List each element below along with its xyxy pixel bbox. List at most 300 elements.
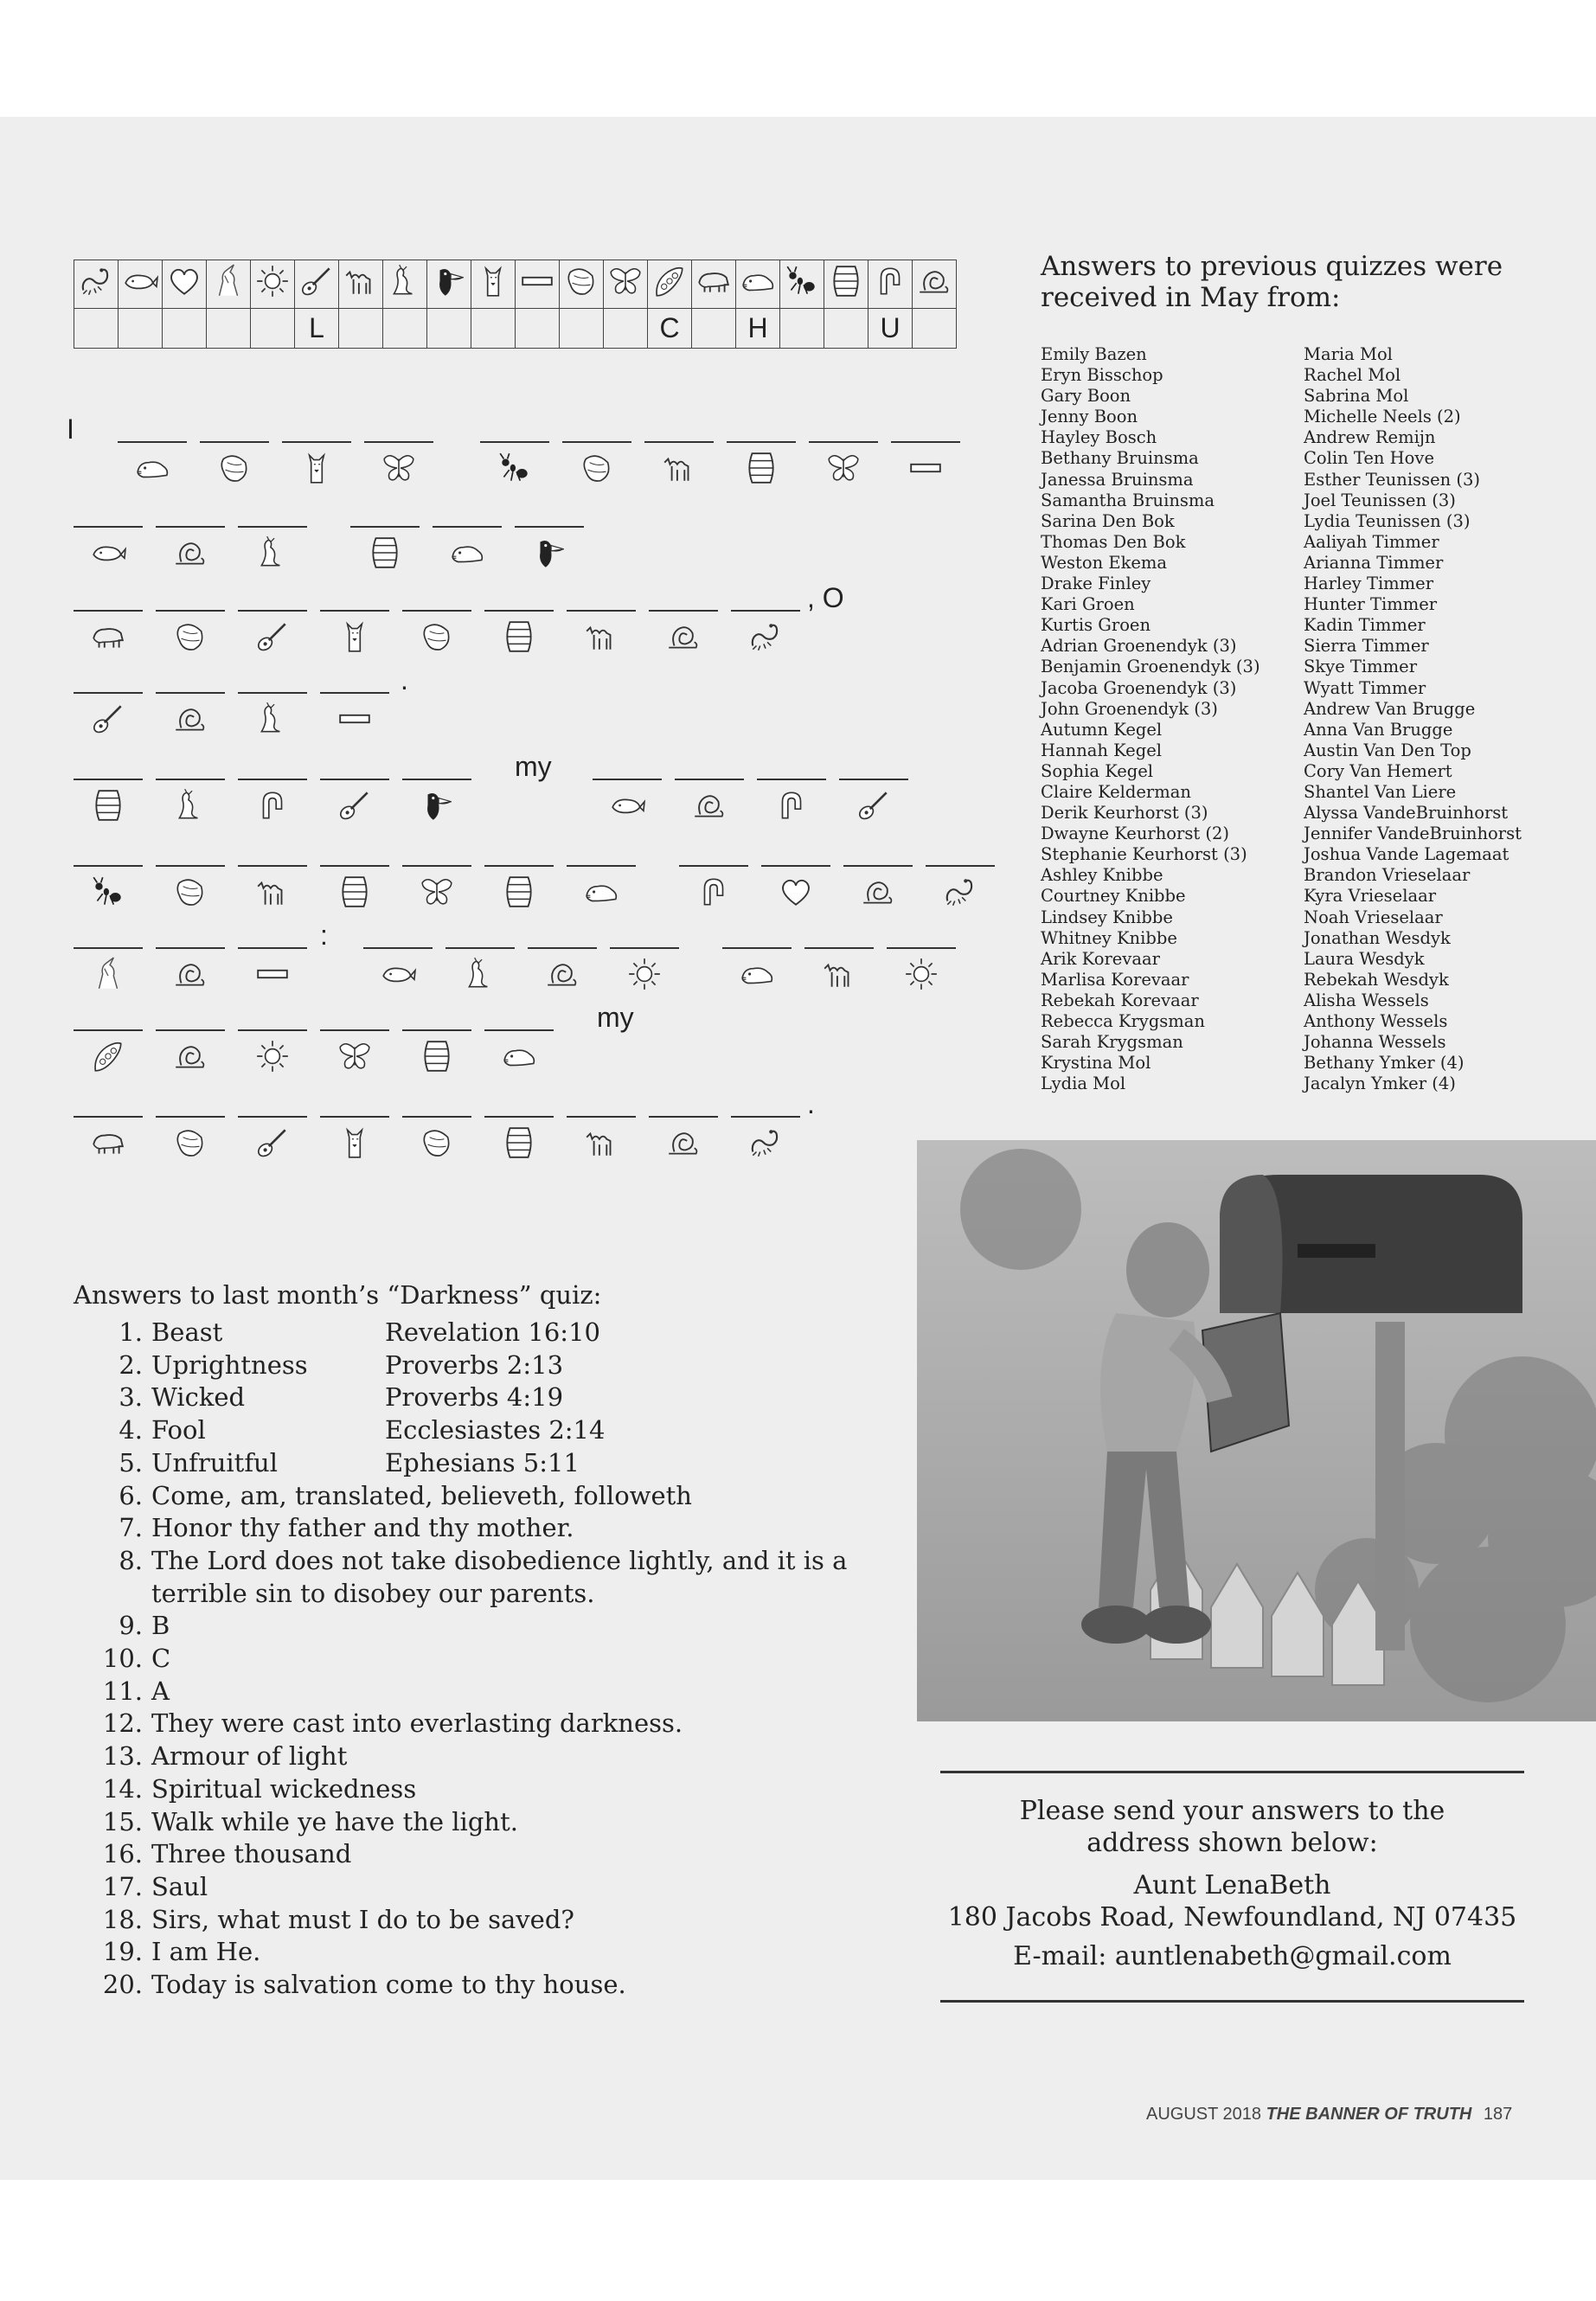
snail-icon [691,787,727,824]
answer-text: Come, am, translated, believeth, followeth [151,1480,692,1510]
key-letter-cell [163,309,207,349]
answer-item [74,1969,904,2002]
puzzle-line [67,413,999,502]
blank-line [839,779,908,780]
key-letter-cell [516,309,560,349]
guitar-icon [298,263,335,299]
blank-line [926,865,995,867]
answer-item [74,1676,904,1708]
answer-text: Spiritual wickedness [151,1773,417,1804]
barrel-icon [501,1125,537,1161]
puzzle-word: . [807,1088,815,1119]
blank-line [722,947,792,949]
letter-blank[interactable] [809,424,878,502]
blank-line [238,1029,307,1031]
letter-blank[interactable] [74,761,143,839]
blank-line [567,865,636,867]
letter-blank[interactable] [238,1012,307,1090]
letter-blank[interactable] [320,675,389,753]
key-cell [207,260,251,309]
respondent-name: Stephanie Keurhorst (3) [1041,844,1247,865]
last-month-answers-heading: Answers to last month’s “Darkness” quiz: [74,1280,602,1310]
blank-line [887,947,956,949]
cone-shell-icon [216,450,253,486]
blank-line [484,1116,554,1118]
respondent-name: Aaliyah Timmer [1304,531,1439,552]
dragon-icon [172,787,208,824]
answer-text: Unfruitful [151,1447,279,1477]
letter-blank[interactable] [839,761,908,839]
answer-item [74,1838,904,1871]
letter-blank[interactable] [804,930,874,1008]
blank-line [156,779,225,780]
cone-shell-icon [172,874,208,910]
respondent-name: Rebekah Korevaar [1041,990,1199,1010]
whale-icon [90,535,126,571]
answer-number: 13. [102,1741,143,1772]
letter-blank[interactable] [364,424,433,502]
blank-line [649,1116,718,1118]
pea-pod-icon [90,1038,126,1074]
respondent-name: Whitney Knibbe [1041,927,1177,948]
letter-blank[interactable] [644,424,714,502]
blank-line [200,441,269,443]
letter-blank[interactable] [156,761,225,839]
otter-icon [449,535,485,571]
blank-line [445,947,515,949]
blank-line [350,526,420,528]
key-cell [913,260,957,309]
snail-icon [172,701,208,737]
respondent-name: Skye Timmer [1304,657,1418,677]
answer-item [74,1773,904,1806]
answer-text: The Lord does not take disobedience lightly, and it is a terrible sin to disobey our parents. [151,1545,848,1608]
letter-blank[interactable] [238,761,307,839]
answer-text: Wicked [151,1382,246,1413]
letter-blank[interactable] [74,1099,143,1176]
respondent-name: Bethany Bruinsma [1041,448,1199,469]
respondent-name: Jacoba Groenendyk (3) [1041,677,1237,698]
rectangle-icon [519,263,555,299]
blank-line [484,865,554,867]
key-cell [516,260,560,309]
snail-icon [860,874,896,910]
letter-blank[interactable] [402,593,471,670]
guitar-icon [90,701,126,737]
respondent-name: Colin Ten Hove [1304,448,1434,469]
rectangle-icon [254,956,291,992]
puzzle-line [74,664,999,753]
letter-blank[interactable] [238,509,307,586]
letter-blank[interactable] [156,930,225,1008]
answer-item [74,1936,904,1969]
letter-blank[interactable] [649,593,718,670]
blank-line [156,692,225,694]
answer-number: 15. [102,1806,143,1836]
blank-line [156,526,225,528]
respondent-name: Bethany Ymker (4) [1304,1053,1465,1074]
answer-number: 17. [102,1871,143,1901]
respondent-name: Gary Boon [1041,386,1131,407]
bison-icon [90,1125,126,1161]
footer-page-number: 187 [1483,2105,1513,2124]
barrel-icon [337,874,373,910]
respondent-name: Arik Korevaar [1041,948,1160,969]
respondent-name: Harley Timmer [1304,574,1434,594]
letter-blank[interactable] [118,424,187,502]
letter-blank[interactable] [238,930,307,1008]
scorpion-icon [747,619,784,655]
key-cell [560,260,604,309]
blank-line [528,947,597,949]
answer-text: I am He. [151,1937,261,1967]
key-cell [604,260,648,309]
answer-item [74,1447,904,1480]
blank-line [727,441,796,443]
blank-line [320,865,389,867]
dragon-icon [254,701,291,737]
blank-line [238,526,307,528]
letter-blank[interactable] [402,1099,471,1176]
letter-blank[interactable] [528,930,597,1008]
answer-item [74,1806,904,1839]
letter-blank[interactable] [731,593,800,670]
letter-blank[interactable] [484,593,554,670]
letter-blank[interactable] [402,761,471,839]
letter-blank[interactable] [679,848,748,926]
letter-blank[interactable] [282,424,351,502]
letter-blank[interactable] [593,761,662,839]
letter-blank[interactable] [74,848,143,926]
respondent-name: Ashley Knibbe [1041,865,1163,886]
letter-blank[interactable] [433,509,502,586]
letter-blank[interactable] [238,593,307,670]
horseshoe-icon [695,874,732,910]
letter-blank[interactable] [74,675,143,753]
sun-icon [254,1038,291,1074]
key-cell [648,260,692,309]
camel-icon [821,956,857,992]
key-cell [74,260,119,309]
key-icon-row [74,260,957,309]
key-letter-cell [251,309,295,349]
letter-blank[interactable] [200,424,269,502]
letter-blank[interactable] [363,930,433,1008]
letter-blank[interactable] [156,1099,225,1176]
cone-shell-icon [579,450,615,486]
letter-blank[interactable] [675,761,744,839]
blank-line [320,1116,389,1118]
blank-line [74,610,143,612]
barrel-icon [367,535,403,571]
letter-blank[interactable] [156,675,225,753]
answer-text: Fool [151,1415,206,1445]
cone-shell-icon [419,1125,455,1161]
snail-icon [665,1125,702,1161]
whale-icon [380,956,416,992]
letter-blank[interactable] [320,848,389,926]
letter-blank[interactable] [74,593,143,670]
letter-blank[interactable] [320,1099,389,1176]
answer-number: 7. [119,1513,143,1543]
letter-blank[interactable] [74,509,143,586]
key-letter-cell: U [869,309,913,349]
blank-line [402,779,471,780]
key-cell [427,260,471,309]
respondent-name: Sarah Krygsman [1041,1032,1183,1053]
horseshoe-icon [773,787,810,824]
letter-blank[interactable] [350,509,420,586]
key-letter-cell [207,309,251,349]
letter-blank[interactable] [484,1099,554,1176]
heart-icon [166,263,202,299]
blank-line [74,779,143,780]
blank-line [480,441,549,443]
key-letter-cell [824,309,869,349]
butterfly-icon [419,874,455,910]
camel-icon [583,619,619,655]
letter-blank[interactable] [567,848,636,926]
camel-icon [583,1125,619,1161]
blank-line [74,947,143,949]
footer-issue: AUGUST 2018 [1146,2105,1262,2124]
letter-blank[interactable] [480,424,549,502]
answer-reference: Proverbs 2:13 [385,1349,564,1380]
letter-blank[interactable] [731,1099,800,1176]
letter-blank[interactable] [761,848,830,926]
puzzle-word: my [597,1002,634,1033]
respondent-name: Jenny Boon [1041,407,1138,427]
cone-shell-icon [172,619,208,655]
key-letter-cell [604,309,648,349]
blank-line [74,526,143,528]
letter-blank[interactable] [156,848,225,926]
respondent-name: Jacalyn Ymker (4) [1304,1074,1456,1094]
respondent-name: Hayley Bosch [1041,427,1157,448]
dragon-icon [254,535,291,571]
respondent-name: Kurtis Groen [1041,615,1151,636]
blank-line [320,1029,389,1031]
letter-blank[interactable] [567,1099,636,1176]
answer-item [74,1512,904,1545]
send-instruction-line1: Please send your answers to the [1019,1796,1445,1826]
snail-icon [172,1038,208,1074]
respondent-name: Thomas Den Bok [1041,531,1186,552]
blank-line [74,1029,143,1031]
puzzle-line [74,509,999,586]
key-cell [295,260,339,309]
email-address[interactable]: E-mail: auntlenabeth@gmail.com [1013,1941,1452,1971]
letter-blank[interactable] [722,930,792,1008]
snail-icon [916,263,952,299]
letter-blank[interactable] [567,593,636,670]
letter-blank[interactable] [156,509,225,586]
answer-item [74,1545,904,1610]
letter-blank[interactable] [156,1012,225,1090]
respondent-name: Laura Wesdyk [1304,948,1425,969]
toucan-icon [419,787,455,824]
answer-text: B [151,1611,170,1641]
blank-line [433,526,502,528]
key-letter-cell [471,309,516,349]
heart-icon [778,874,814,910]
blank-line [402,1029,471,1031]
letter-blank[interactable] [402,1012,471,1090]
otter-icon [501,1038,537,1074]
respondent-name: Derik Keurhorst (3) [1041,803,1208,824]
respondent-name: Jonathan Wesdyk [1304,927,1451,948]
ant-icon [497,450,533,486]
letter-blank[interactable] [320,593,389,670]
respondent-name: Joshua Vande Lagemaat [1304,844,1509,865]
key-letter-cell [427,309,471,349]
rectangle-icon [337,701,373,737]
letter-blank[interactable] [156,593,225,670]
letter-blank[interactable] [757,761,826,839]
respondent-name: Andrew Remijn [1304,427,1436,448]
letter-blank[interactable] [610,930,679,1008]
barrel-icon [419,1038,455,1074]
key-letter-cell [339,309,383,349]
otter-icon [583,874,619,910]
camel-icon [343,263,379,299]
answer-number: 1. [119,1317,143,1347]
puzzle-line [74,751,999,839]
answer-number: 5. [119,1447,143,1477]
scorpion-icon [942,874,978,910]
letter-blank[interactable] [891,424,960,502]
letter-blank[interactable] [238,848,307,926]
mailing-address: 180 Jacobs Road, Newfoundland, NJ 07435 [947,1902,1517,1932]
respondent-name: Anna Van Brugge [1304,719,1453,740]
letter-blank[interactable] [926,848,995,926]
respondent-name: Lydia Teunissen (3) [1304,510,1471,531]
key-cell [869,260,913,309]
letter-blank[interactable] [74,1012,143,1090]
letter-blank[interactable] [649,1099,718,1176]
blank-line [156,610,225,612]
blank-line [238,610,307,612]
answer-number: 6. [119,1480,143,1510]
key-letter-cell: C [648,309,692,349]
key-letter-cell [780,309,824,349]
barrel-icon [501,874,537,910]
answer-item [74,1871,904,1904]
respondent-name: Janessa Bruinsma [1041,469,1194,490]
blank-line [593,779,662,780]
letter-blank[interactable] [445,930,515,1008]
blank-line [484,1029,554,1031]
answer-text: Walk while ye have the light. [151,1806,518,1836]
recipient-name: Aunt LenaBeth [1133,1870,1331,1900]
letter-blank[interactable] [843,848,913,926]
dragon-icon [462,956,498,992]
letter-blank[interactable] [484,848,554,926]
letter-blank[interactable] [562,424,631,502]
blank-line [891,441,960,443]
respondent-name: Kadin Timmer [1304,615,1426,636]
letter-blank[interactable] [402,848,471,926]
otter-icon [134,450,170,486]
boy-at-mailbox-photo [917,1140,1596,1721]
respondent-name: Claire Kelderman [1041,781,1191,802]
key-cell [119,260,163,309]
cone-shell-icon [563,263,599,299]
letter-blank[interactable] [320,1012,389,1090]
butterfly-icon [825,450,862,486]
answer-item [74,1381,904,1414]
answer-text: Saul [151,1871,208,1901]
barrel-icon [743,450,779,486]
unicorn-icon [210,263,247,299]
letter-blank[interactable] [887,930,956,1008]
dragon-icon [387,263,423,299]
respondent-name: Drake Finley [1041,574,1151,594]
butterfly-icon [381,450,417,486]
barrel-icon [501,619,537,655]
butterfly-icon [607,263,644,299]
respondent-name: Marlisa Korevaar [1041,969,1189,990]
key-cell [780,260,824,309]
letter-blank[interactable] [238,1099,307,1176]
answer-number: 4. [119,1415,143,1445]
letter-blank[interactable] [320,761,389,839]
unicorn-icon [90,956,126,992]
answer-reference: Revelation 16:10 [385,1317,600,1347]
respondent-name: Anthony Wessels [1304,1011,1448,1031]
puzzle-line [74,582,999,670]
blank-line [562,441,631,443]
send-answers-box [940,1771,1524,2003]
key-letter-cell [119,309,163,349]
answer-text: Uprightness [151,1349,308,1380]
letter-blank[interactable] [727,424,796,502]
snail-icon [172,956,208,992]
letter-blank[interactable] [74,930,143,1008]
answer-item [74,1610,904,1643]
guitar-icon [254,1125,291,1161]
cat-icon [337,619,373,655]
snail-icon [665,619,702,655]
letter-blank[interactable] [515,509,584,586]
answer-reference: Ecclesiastes 2:14 [385,1415,606,1445]
respondent-name: Dwayne Keurhorst (2) [1041,824,1230,844]
respondent-name: Cory Van Hemert [1304,760,1452,781]
sun-icon [903,956,939,992]
toucan-icon [431,263,467,299]
respondent-name: Andrew Van Brugge [1304,698,1476,719]
answer-item [74,1317,904,1349]
horseshoe-icon [872,263,908,299]
names-column-left [1041,344,1300,1094]
answer-number: 8. [119,1545,143,1575]
respondent-name: Maria Mol [1304,344,1393,364]
respondent-name: Michelle Neels (2) [1304,407,1461,427]
letter-blank[interactable] [484,1012,554,1090]
respondent-name: Rebekah Wesdyk [1304,969,1449,990]
blank-line [156,1116,225,1118]
respondent-name: John Groenendyk (3) [1041,698,1218,719]
key-letter-cell [692,309,736,349]
blank-line [402,1116,471,1118]
respondent-name: Rachel Mol [1304,365,1401,386]
respondent-name: Austin Van Den Top [1304,740,1471,760]
answer-text: Armour of light [151,1741,348,1772]
letter-blank[interactable] [238,675,307,753]
answer-text: Sirs, what must I do to be saved? [151,1904,574,1934]
sun-icon [254,263,291,299]
blank-line [610,947,679,949]
